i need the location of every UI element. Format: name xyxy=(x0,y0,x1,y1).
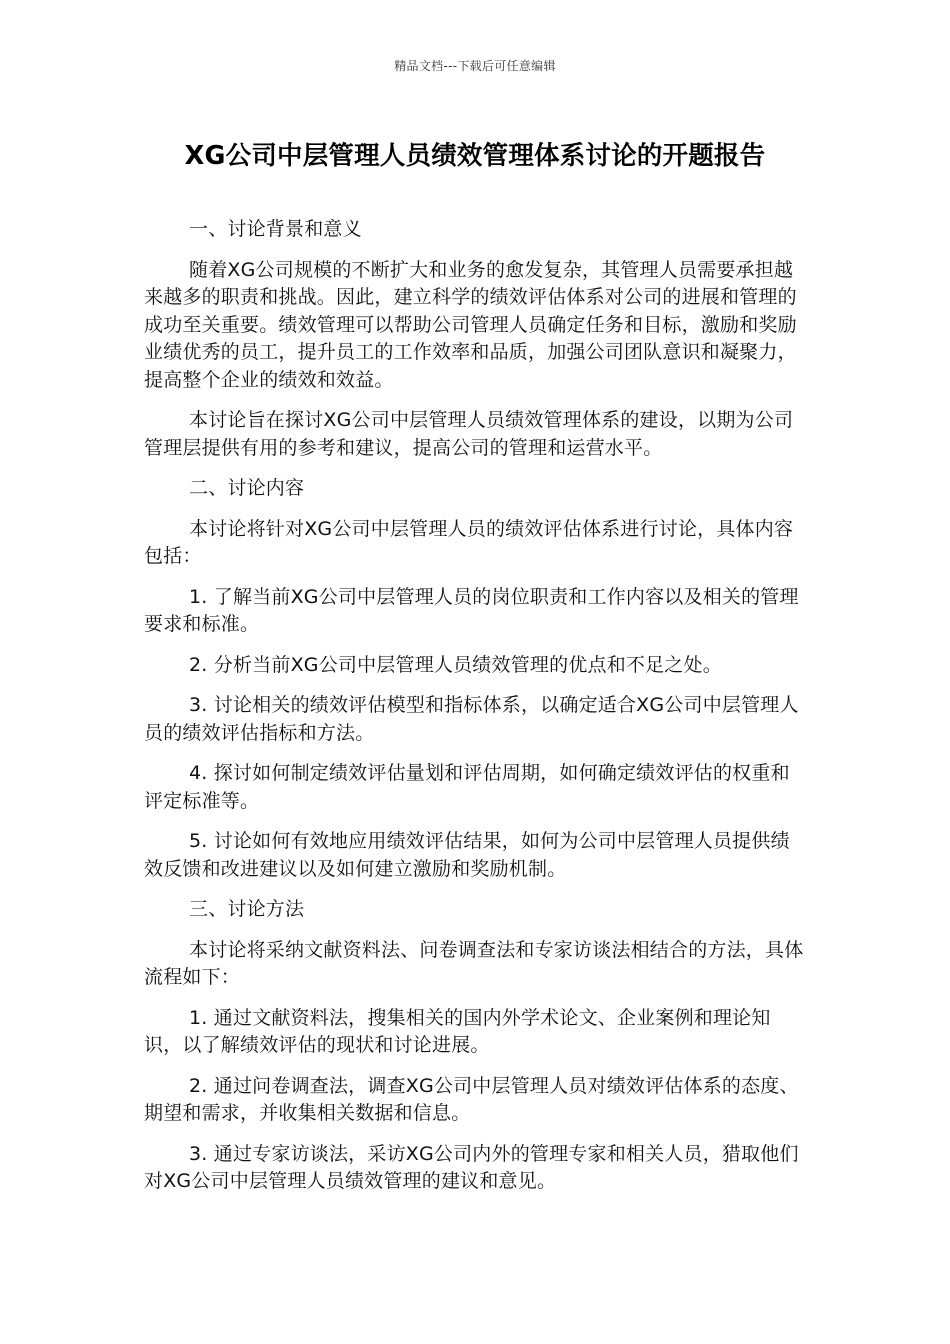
paragraph-purpose: 本讨论旨在探讨XG公司中层管理人员绩效管理体系的建设，以期为公司管理层提供有用的参考和建议，提高公司的管理和运营水平。 xyxy=(144,409,794,459)
document-title: XG公司中层管理人员绩效管理体系讨论的开题报告 xyxy=(184,141,766,171)
content-list-item-1: 1. 了解当前XG公司中层管理人员的岗位职责和工作内容以及相关的管理要求和标准。 xyxy=(144,585,799,635)
document-body xyxy=(144,216,806,1209)
method-list-item-2: 2. 通过问卷调查法，调查XG公司中层管理人员对绩效评估体系的态度、期望和需求，并收集相关数据和信息。 xyxy=(144,1074,799,1124)
section-heading-method: 三、讨论方法 xyxy=(189,898,305,920)
page-header-note: 精品文档---下载后可任意编辑 xyxy=(394,59,556,73)
paragraph-background: 随着XG公司规模的不断扩大和业务的愈发复杂，其管理人员需要承担越来越多的职责和挑战。因此，建立科学的绩效评估体系对公司的进展和管理的成功至关重要。绩效管理可以帮助公司管理人员确定任务和目标，激励和奖励业绩优秀的员工，提升员工的工作效率和品质，加强公司团队意识和凝聚力，提高整个企业的绩效和效益。 xyxy=(144,258,797,391)
content-list-item-5: 5. 讨论如何有效地应用绩效评估结果，如何为公司中层管理人员提供绩效反馈和改进建议以及如何建立激励和奖励机制。 xyxy=(144,830,790,880)
method-list-item-1: 1. 通过文献资料法，搜集相关的国内外学术论文、企业案例和理论知识，以了解绩效评估的现状和讨论进展。 xyxy=(144,1006,771,1056)
section-heading-background: 一、讨论背景和意义 xyxy=(189,218,362,240)
content-list-item-4: 4. 探讨如何制定绩效评估量划和评估周期，如何确定绩效评估的权重和评定标准等。 xyxy=(144,762,790,812)
section-heading-content: 二、讨论内容 xyxy=(189,477,305,499)
paragraph-content-intro: 本讨论将针对XG公司中层管理人员的绩效评估体系进行讨论，具体内容包括： xyxy=(144,517,794,567)
paragraph-method-intro: 本讨论将采纳文献资料法、问卷调查法和专家访谈法相结合的方法，具体流程如下： xyxy=(144,938,804,988)
content-list-item-3: 3. 讨论相关的绩效评估模型和指标体系，以确定适合XG公司中层管理人员的绩效评估指标和方法。 xyxy=(144,694,799,744)
method-list-item-3: 3. 通过专家访谈法，采访XG公司内外的管理专家和相关人员，猎取他们对XG公司中层管理人员绩效管理的建议和意见。 xyxy=(144,1142,799,1192)
content-list-item-2: 2. 分析当前XG公司中层管理人员绩效管理的优点和不足之处。 xyxy=(189,653,722,676)
